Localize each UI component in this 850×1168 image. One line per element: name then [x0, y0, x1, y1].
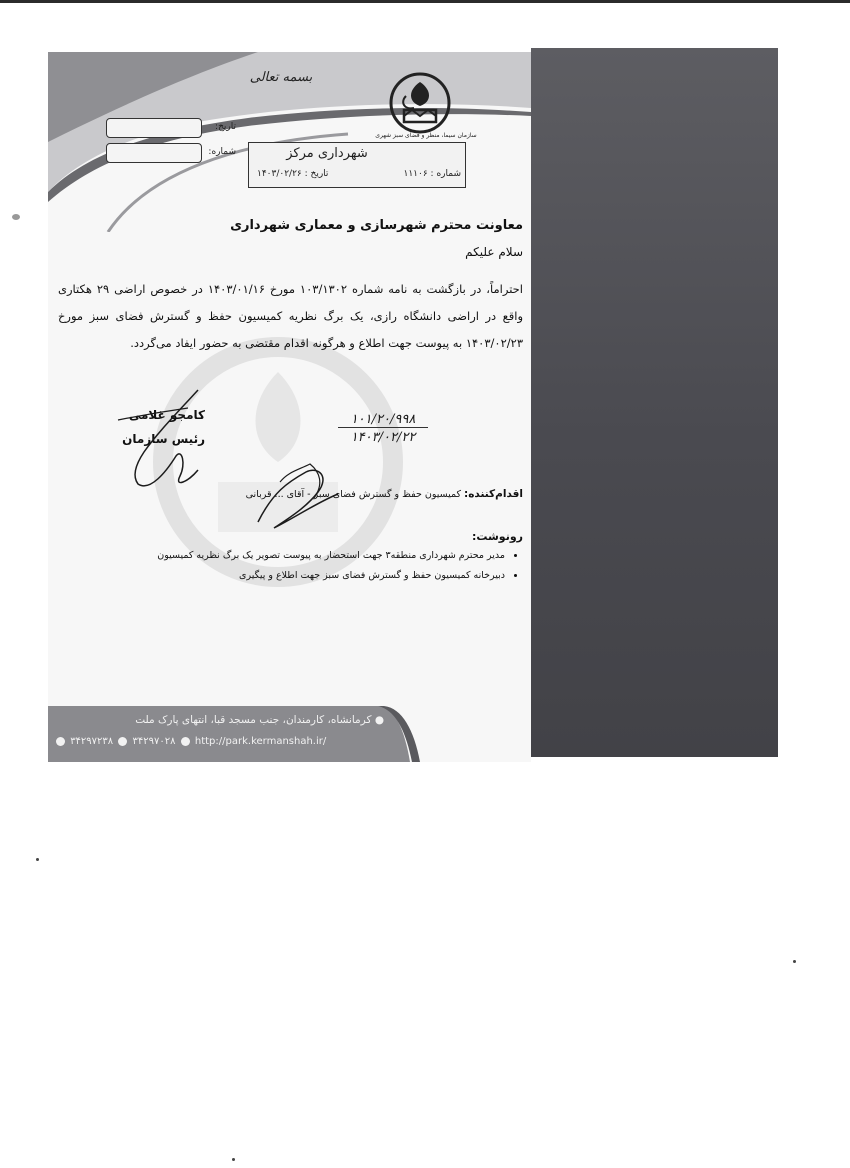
date-label: تاریخ: [215, 122, 236, 132]
handwritten-date: ۱۴۰۳/۰۲/۲۲ [350, 430, 416, 445]
registration-stamp [248, 142, 466, 188]
footer-website: http://park.kermanshah.ir/ [194, 736, 327, 747]
stamp-department: شهرداری مرکز [286, 146, 368, 161]
action-line [53, 488, 523, 500]
signer-title: رئیس سازمان [122, 432, 205, 446]
action-value: کمیسیون حفظ و گسترش فضای سبز - آقای ... قربانی [245, 489, 461, 500]
scan-gray-panel [531, 48, 778, 757]
footer-phone-1: ۳۴۲۹۷۰۲۸ [132, 736, 176, 747]
scan-speck [232, 1158, 235, 1161]
bismillah-heading: بسمه تعالی [249, 70, 313, 85]
location-icon: ● [374, 714, 384, 726]
number-field [106, 143, 236, 163]
phone-icon [56, 737, 65, 746]
stamp-number: شماره : ۱۱۱۰۶ [403, 169, 461, 179]
organization-name: سازمان سیما، منظر و فضای سبز شهری [375, 132, 477, 139]
scan-speck [12, 214, 20, 220]
footer-address [54, 714, 384, 726]
footer-contacts [54, 736, 384, 747]
cc-title: رونوشت: [471, 530, 523, 543]
number-label: شماره: [208, 147, 236, 157]
date-field [106, 118, 236, 138]
number-box [106, 143, 202, 163]
letter-recipient: معاونت محترم شهرسازی و معماری شهرداری [230, 218, 523, 233]
scan-speck [36, 858, 39, 861]
action-label: اقدام‌کننده: [464, 488, 523, 500]
scan-edge [0, 0, 850, 3]
stamp-date: تاریخ : ۱۴۰۳/۰۲/۲۶ [257, 169, 329, 179]
cc-item: • مدیر محترم شهرداری منطقه۳ جهت استحضار به پیوست تصویر یک برگ نظریه کمیسیون [48, 546, 505, 566]
cc-item: • دبیرخانه کمیسیون حفظ و گسترش فضای سبز جهت اطلاع و پیگیری [48, 566, 505, 586]
organization-logo-icon [386, 72, 454, 134]
globe-icon [181, 737, 190, 746]
date-box [106, 118, 202, 138]
letter-sheet [48, 52, 531, 762]
letter-body: احتراماً، در بازگشت به نامه شماره ۱۰۳/۱۳۰۲ مورخ ۱۴۰۳/۰۱/۱۶ در خصوص اراضی ۲۹ هکتاری واقع در اراضی دانشگاه رازی، یک برگ نظریه کمیسیون حفظ و گسترش فضای سبز مورخ ۱۴۰۳/۰۲/۲۳ به پیوست جهت اطلاع و هرگونه اقدام مقتضی به حضور ایفاد می‌گردد. [58, 282, 523, 350]
handwritten-number: ۱۰۱/۲۰/۹۹۸ [338, 412, 428, 428]
footer-address-text: کرمانشاه، کارمندان، جنب مسجد قبا، انتهای پارک ملت [135, 714, 372, 726]
signer-name: کامجو غلامی [128, 408, 205, 422]
scan-speck [793, 960, 796, 963]
footer-phone-2: ۳۴۲۹۷۲۳۸ [70, 736, 114, 747]
phone-icon [118, 737, 127, 746]
cc-list [48, 546, 523, 586]
letter-greeting: سلام علیکم [465, 245, 523, 259]
